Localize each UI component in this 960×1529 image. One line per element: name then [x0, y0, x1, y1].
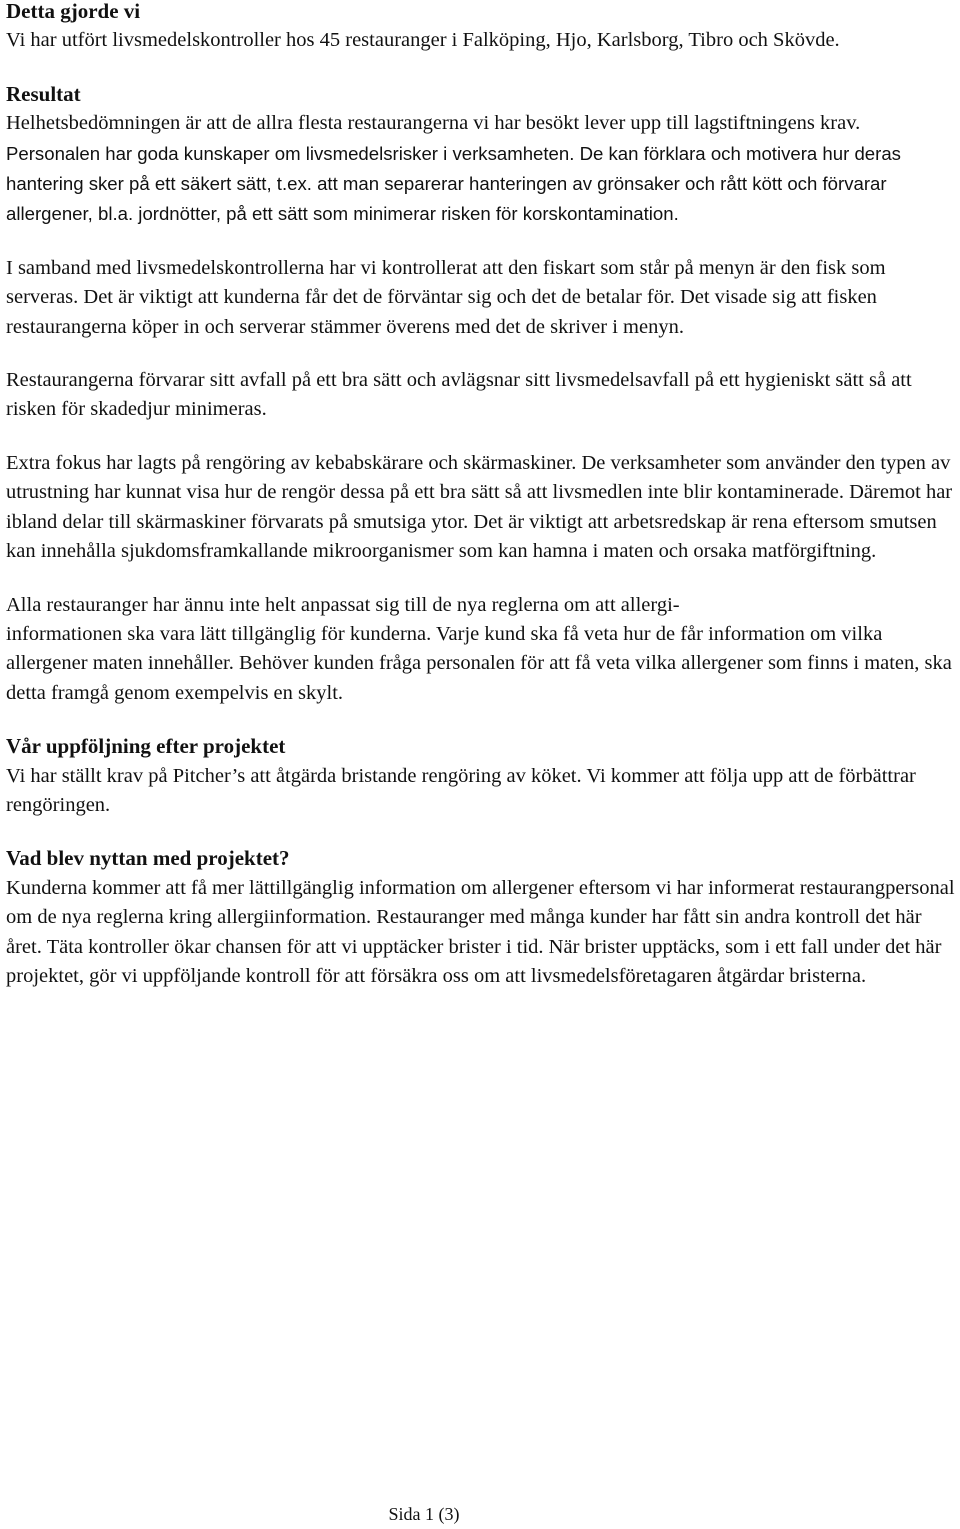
- document-page: [6, 0, 956, 991]
- paragraph-resultat-overview-serif: Helhetsbedömningen är att de allra flesta restaurangerna vi har besökt lever upp till lagstiftningens krav.: [6, 112, 861, 135]
- heading-resultat: Resultat: [6, 81, 81, 106]
- heading-nyttan: Vad blev nyttan med projektet?: [6, 846, 290, 871]
- paragraph-resultat-overview-sans: Personalen har goda kunskaper om livsmedelsrisker i verksamheten. De kan förklara och motivera hur deras hantering sker på ett säkert sätt, t.ex. att man separerar hanteringen av grönsaker och rått kött och förvarar allergener, bl.a. jordnötter, på ett sätt som minimerar risken för korskontamination.: [6, 142, 901, 225]
- heading-detta-gjorde-vi: Detta gjorde vi: [6, 0, 141, 23]
- paragraph-nyttan: Kunderna kommer att få mer lättillgänglig information om allergener eftersom vi har informerat restaurangpersonal om de nya reglerna kring allergiinformation. Restauranger med många kunder har fått sin andra kontroll det här året. Täta kontroller ökar chansen för att vi upptäcker brister i tid. När brister upptäcks, som i ett fall under det här projektet, gör vi uppföljande kontroll för att försäkra oss om att livsmedelsföretagaren åtgärdar bristerna.: [6, 876, 955, 987]
- paragraph-resultat-overview: [6, 109, 956, 230]
- paragraph-detta-gjorde-vi: Vi har utfört livsmedelskontroller hos 45 restauranger i Falköping, Hjo, Karlsborg, Tibro och Skövde.: [6, 29, 840, 52]
- page-number: Sida 1 (3): [388, 1504, 460, 1524]
- paragraph-allergi-rest: informationen ska vara lätt tillgänglig för kunderna. Varje kund ska få veta hur de får information om vilka allergener maten innehåller. Behöver kunden fråga personalen för att få veta vilka allergener som finns i maten, ska detta framgå genom exempelvis en skylt.: [6, 622, 952, 704]
- heading-uppfoljning: Vår uppföljning efter projektet: [6, 734, 286, 759]
- paragraph-allergi: [6, 591, 956, 709]
- paragraph-uppfoljning: Vi har ställt krav på Pitcher’s att åtgärda bristande rengöring av köket. Vi kommer att följa upp att de förbättrar rengöringen.: [6, 764, 916, 816]
- paragraph-rengoring: Extra fokus har lagts på rengöring av kebabskärare och skärmaskiner. De verksamheter som använder den typen av utrustning har kunnat visa hur de rengör dessa på ett bra sätt så att livsmedlen inte blir kontaminerade. Däremot har ibland delar till skärmaskiner förvarats på smutsiga ytor. Det är viktigt att arbetsredskap är rena eftersom smutsen kan innehålla sjukdomsframkallande mikroorganismer som kan hamna i maten och orsaka matförgiftning.: [6, 451, 953, 563]
- paragraph-fiskart: I samband med livsmedelskontrollerna har vi kontrollerat att den fiskart som står på menyn är den fisk som serveras. Det är viktigt att kunderna får det de förväntar sig och det de betalar för. Det visade sig att fisken restaurangerna köper in och serverar stämmer överens med det de skriver i menyn.: [6, 256, 886, 338]
- paragraph-avfall: Restaurangerna förvarar sitt avfall på ett bra sätt och avlägsnar sitt livsmedelsavfall på ett hygieniskt sätt så att risken för skadedjur minimeras.: [6, 369, 912, 421]
- paragraph-allergi-line1: Alla restauranger har ännu inte helt anpassat sig till de nya reglerna om att allergi-: [6, 593, 680, 616]
